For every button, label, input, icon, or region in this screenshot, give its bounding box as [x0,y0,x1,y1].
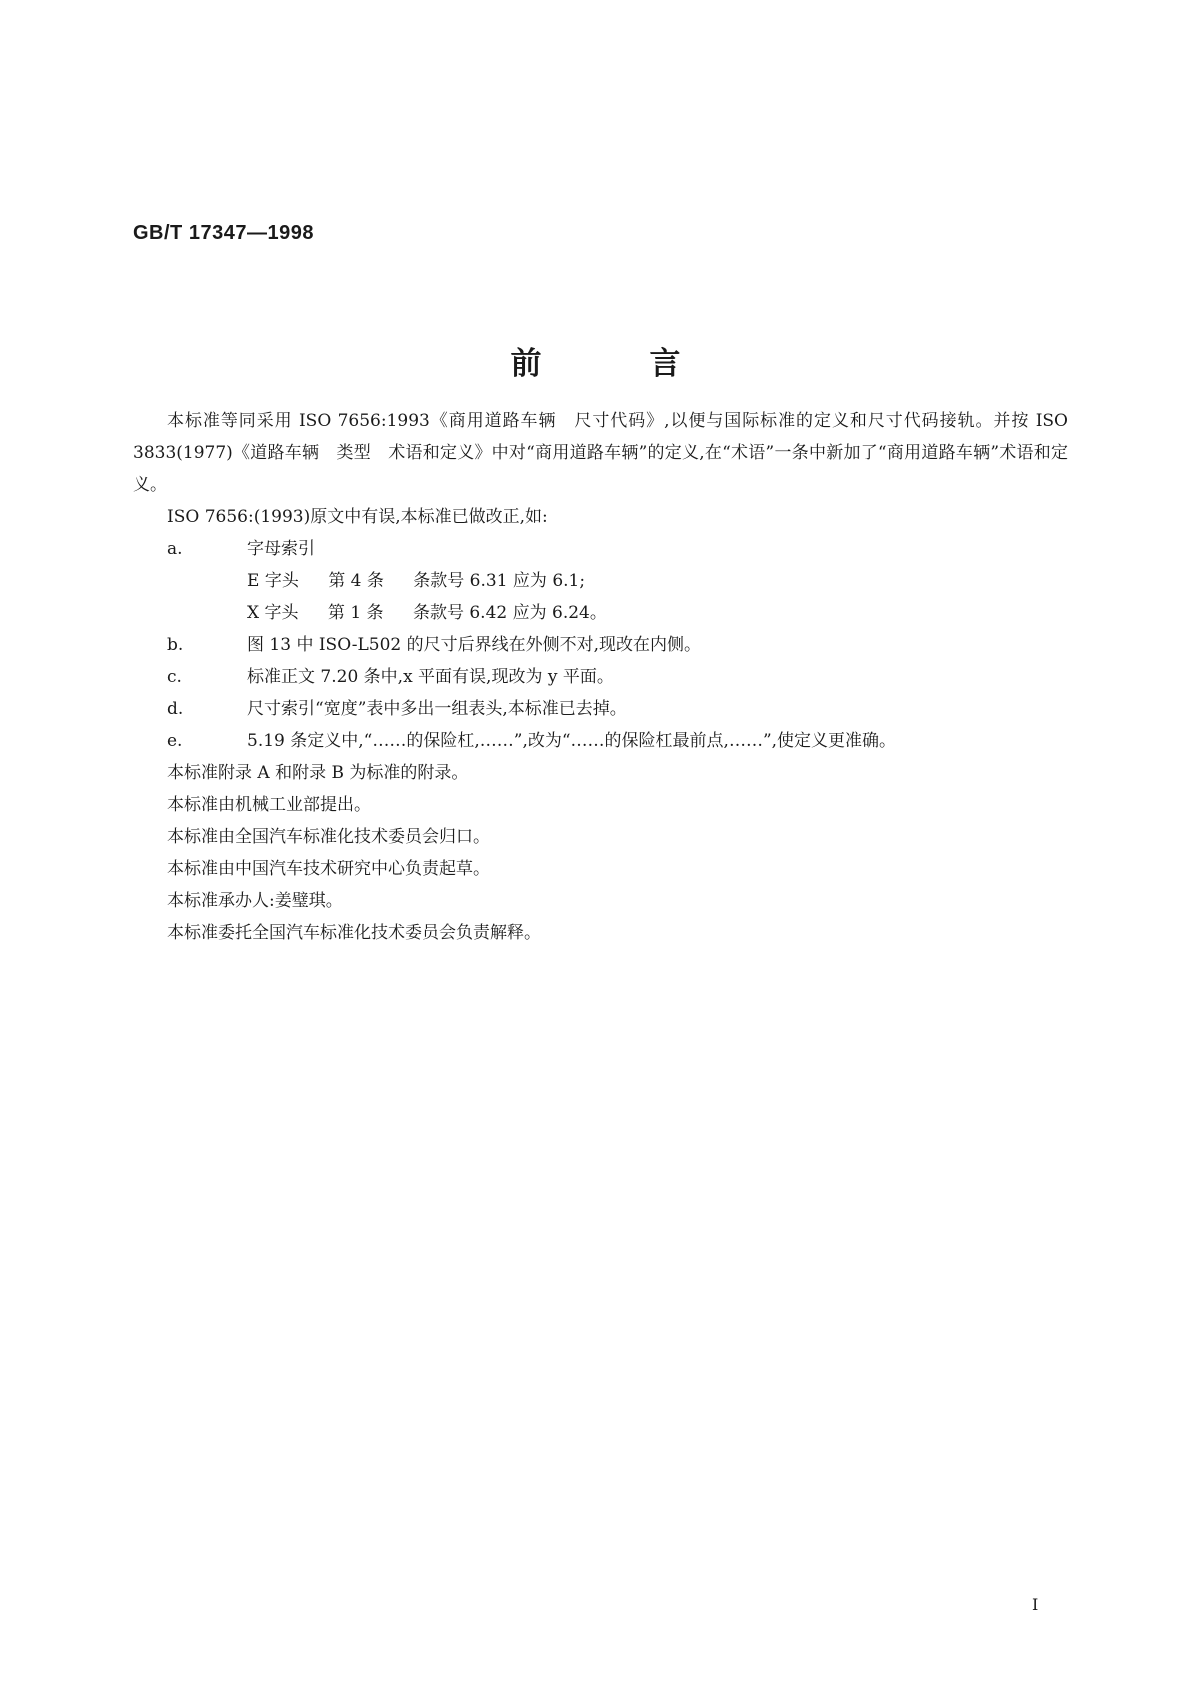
note-responsible-person: 本标准承办人:姜璧琪。 [167,891,343,911]
list-marker: a. [167,539,183,559]
title-char-2: 言 [649,346,681,382]
list-marker: d. [167,699,184,719]
page-title [0,338,1191,383]
note-interpretation: 本标准委托全国汽车标准化技术委员会负责解释。 [167,923,541,943]
paragraph-adoption: 本标准等同采用 ISO 7656:1993《商用道路车辆 尺寸代码》,以便与国际标准的定义和尺寸代码接轨。并按 ISO 3833(1977)《道路车辆 类型 术语和定义》中对“商用道路车辆”的定义,在“术语”一条中新加了“商用道路车辆”术语和定义。 [133,411,1068,495]
list-marker: c. [167,667,182,687]
title-char-1: 前 [510,346,542,382]
list-item-text: 标准正文 7.20 条中,x 平面有误,现改为 y 平面。 [247,667,614,687]
sub-article: 第 1 条 [327,603,384,623]
paragraph-errata-intro: ISO 7656:(1993)原文中有误,本标准已做改正,如: [167,507,548,527]
list-item-b [167,629,1068,661]
sub-clause: 条款号 6.42 应为 6.24。 [412,603,607,623]
sub-line-e [213,565,1068,597]
sub-letter: X 字头 [247,603,299,623]
note-appendix: 本标准附录 A 和附录 B 为标准的附录。 [167,763,469,783]
note-centralized: 本标准由全国汽车标准化技术委员会归口。 [167,827,490,847]
note-drafter: 本标准由中国汽车技术研究中心负责起草。 [167,859,490,879]
list-item-text: 字母索引 [247,539,315,559]
list-item-e [167,725,1068,757]
list-item-text: 5.19 条定义中,“……的保险杠,……”,改为“……的保险杠最前点,……”,使定义更准确。 [247,731,897,751]
list-item-a [167,533,1068,565]
list-item-c [167,661,1068,693]
list-item-d [167,693,1068,725]
sub-letter: E 字头 [247,571,299,591]
list-item-text: 图 13 中 ISO-L502 的尺寸后界线在外侧不对,现改在内侧。 [247,635,702,655]
standard-number: GB/T 17347—1998 [133,222,314,244]
page-number: I [1032,1595,1039,1614]
note-proposer: 本标准由机械工业部提出。 [167,795,371,815]
sub-clause: 条款号 6.31 应为 6.1; [413,571,586,591]
list-marker: b. [167,635,184,655]
sub-line-x [213,597,1068,629]
list-marker: e. [167,731,183,751]
sub-article: 第 4 条 [328,571,384,591]
foreword-body [133,405,1068,949]
list-item-text: 尺寸索引“宽度”表中多出一组表头,本标准已去掉。 [247,699,627,719]
